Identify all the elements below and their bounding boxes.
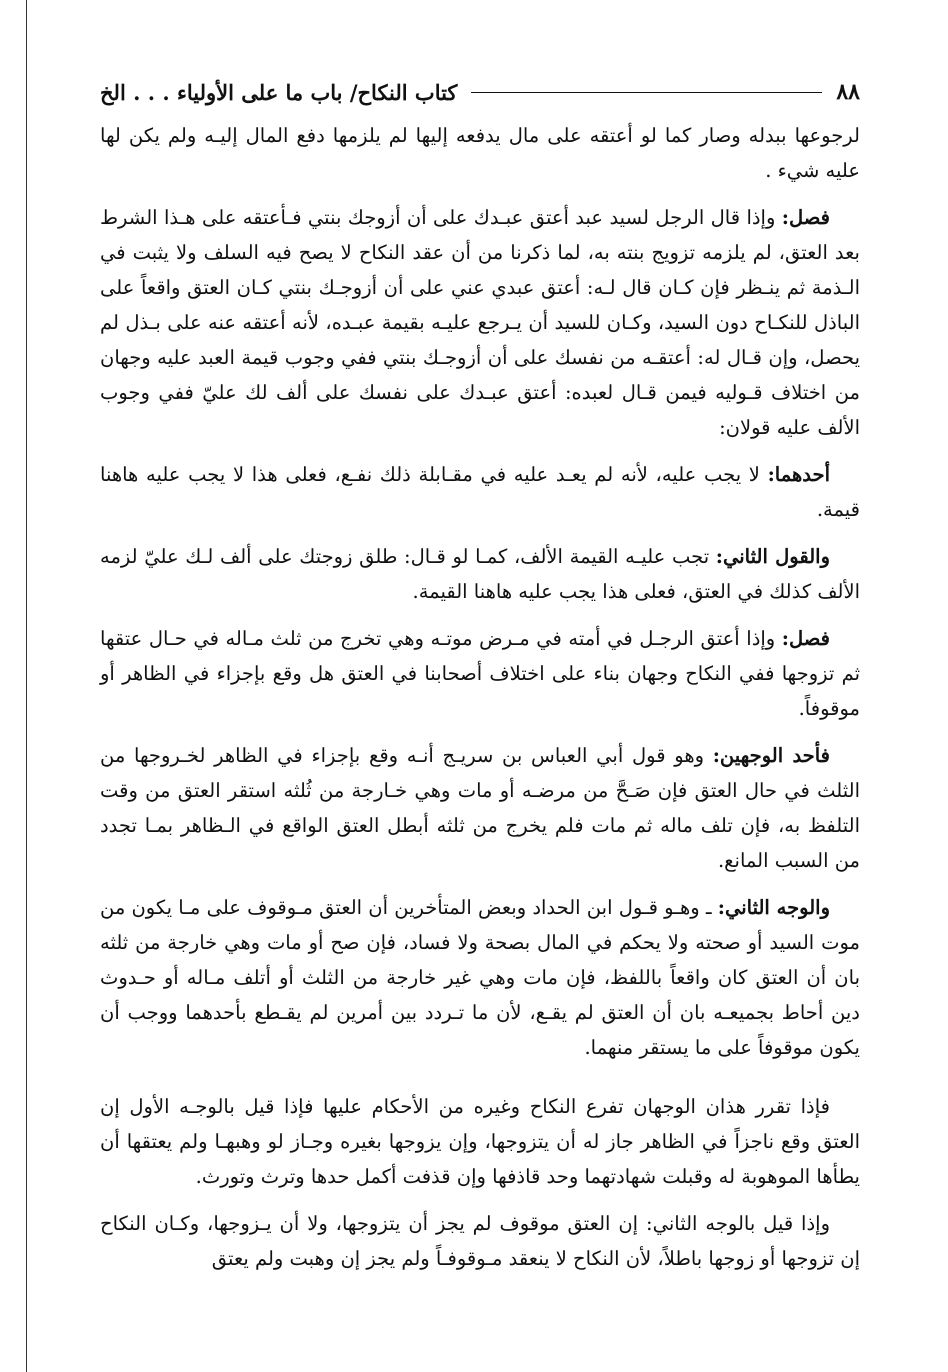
paragraph-3: [100, 457, 860, 527]
paragraph-text: لرجوعها ببدله وصار كما لو أعتقه على مال يدفعه إليها لم يلزمها دفع المال إليـه ولم يكن لها عليه شيء .: [100, 124, 860, 182]
paragraph-lead: فصل:: [781, 206, 830, 229]
header-rule: [471, 92, 822, 93]
paragraph-9: [100, 1206, 860, 1276]
paragraph-text: وإذا أعتق الرجـل في أمته في مـرض موتـه وهي تخرج من ثلث مـاله في حـال عتقها ثم تزوجها ففي النكاح وجهان بناء على اختلاف أصحابنا في العتق هل وقع بإجزاء في الظاهر أو موقوفاً.: [100, 627, 860, 720]
paragraph-6: [100, 738, 860, 878]
paragraph-8: [100, 1089, 860, 1194]
page-header: [100, 74, 860, 110]
paragraph-4: [100, 539, 860, 609]
paragraph-text: وإذا قيل بالوجه الثاني: إن العتق موقوف لم يجز أن يتزوجها، ولا أن يـزوجها، وكـان النكاح إن تزوجها أو زوجها باطلاً، لأن النكاح لا ينعقد مـوقوفـاً ولم يجز إن وهبت ولم يعتق: [100, 1212, 860, 1270]
paragraph-2: [100, 200, 860, 445]
paragraph-lead: والوجه الثاني:: [717, 896, 830, 919]
paragraph-lead: والقول الثاني:: [715, 545, 831, 568]
paragraph-lead: أحدهما:: [767, 463, 830, 486]
paragraph-text: فإذا تقرر هذان الوجهان تفرع النكاح وغيره من الأحكام عليها فإذا قيل بالوجـه الأول إن العتق وقع ناجزاً في الظاهر جاز له أن يتزوجها، وإن يزوجها بغيره وجـاز لو وهبهـا ولم يعتقها أن يطأها الموهوبة له وقبلت شهادتهما وحد قاذفها وإن قذفت أكمل حدها وترث وتورث.: [100, 1095, 860, 1188]
paragraph-5: [100, 621, 860, 726]
paragraph-text: لا يجب عليه، لأنه لم يعـد عليه في مقـابلة ذلك نفـع، فعلى هذا لا يجب عليه هاهنا قيمة.: [100, 463, 860, 521]
paragraph-text: تجب عليـه القيمة الألف، كمـا لو قـال: طلق زوجتك على ألف لـك عليّ لزمه الألف كذلك في العتق، فعلى هذا يجب عليه هاهنا القيمة.: [100, 545, 860, 603]
paragraph-1: [100, 118, 860, 188]
running-title: كتاب النكاح/ باب ما على الأولياء . . . الخ: [100, 79, 458, 105]
paragraph-lead: فأحد الوجهين:: [712, 744, 830, 767]
paragraph-text: وإذا قال الرجل لسيد عبد أعتق عبـدك على أن أزوجك بنتي فـأعتقه على هـذا الشرط بعد العتق، لم يلزمه تزويج بنته به، لما ذكرنا من أن عقد النكاح لا يصح فيه السلف ولا يثبت في الـذمة ثم ينـظر فإن كـان قال لـه: أعتق عبدي عني على أن أزوجـك بنتي كـان العتق واقعاً على الباذل للنكـاح دون السيد، وكـان للسيد أن يـرجع عليـه بقيمة عبـده، لأنه أعتقه عنه على بـذل لم يحصل، وإن قـال له: أعتقـه من نفسك على أن أزوجـك بنتي ففي وجوب قيمة العبد عليه وجهان من اختلاف قـوليه فيمن قـال لعبده: أعتق عبـدك على نفسك على ألف لك عليّ ففي وجوب الألف عليه قولان:: [100, 206, 860, 439]
page-number: ٨٨: [836, 79, 860, 105]
paragraph-text: ـ وهـو قـول ابن الحداد وبعض المتأخرين أن العتق مـوقوف على مـا يكون من موت السيد أو صحته ولا يحكم في المال بصحة ولا فساد، فإن صح أو مات وهي خارجة من ثلثه بان أن العتق كان واقعاً باللفظ، فإن مات وهي غير خارجة من الثلث أو أتلف مـاله أو حـدوث دين أحاط بجميعـه بان أن العتق لم يقـع، لأن ما تـردد بين أمرين لم يقـطع بأحدهما ووجب أن يكون موقوفاً على ما يستقر منهما.: [100, 896, 860, 1059]
page-body: [100, 118, 860, 1288]
paragraph-7: [100, 890, 860, 1065]
paragraph-text: وهو قول أبي العباس بن سريـج أنـه وقع بإجزاء في الظاهر لخـروجها من الثلث في حال العتق فإن صَـحَّ من مرضـه أو مات وهي خـارجة من ثُلثه استقر العتق من وقت التلفظ به، فإن تلف ماله ثم مات فلم يخرج من ثلثه أبطل العتق الواقع في الـظاهر بمـا تجدد من السبب المانع.: [100, 744, 860, 872]
page-edge-line: [26, 0, 27, 1372]
paragraph-lead: فصل:: [781, 627, 830, 650]
